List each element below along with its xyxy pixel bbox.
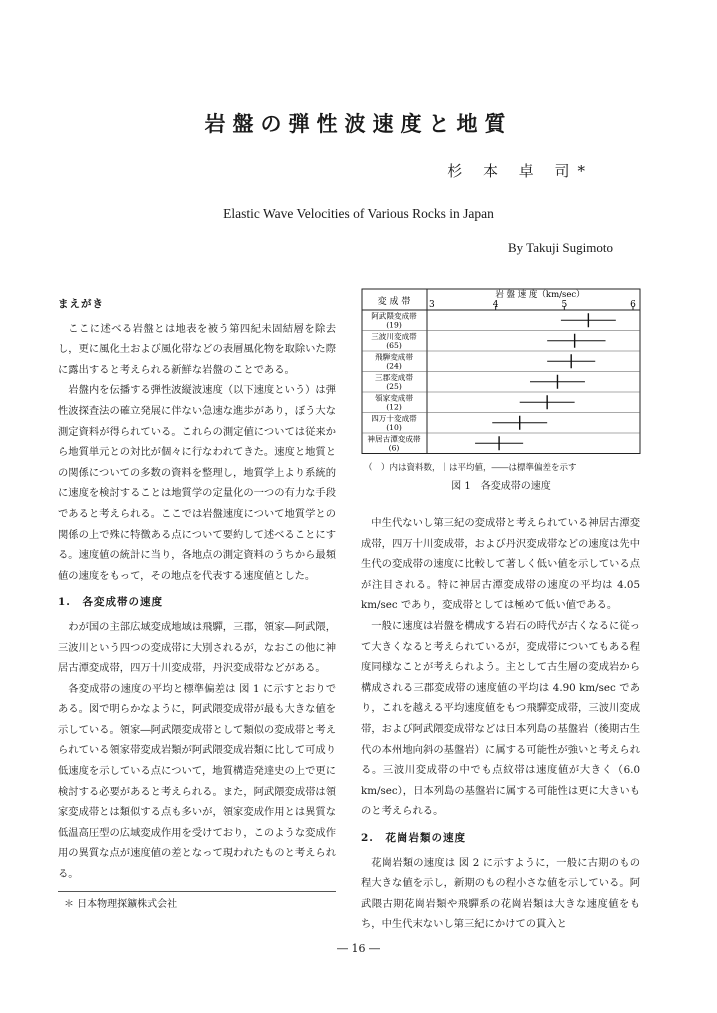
figure-legend: （ ）内は資料数，｜は平均値，――は標準偏差を示す xyxy=(364,463,577,473)
section-heading: 1. 各変成帯の速度 xyxy=(58,596,163,609)
paragraph: 一般に速度は岩盤を構成する岩石の時代が古くなるに従って大きくなると考えられているが，変成帯についてもある程度同様なことが考えられよう。主として古生層の変成岩から構成される三郡変成帯の速度値の平均は 4.90 km/sec であり，これを越える平均速度値をもつ飛驒変成帯，三波川変成帯，および阿武隈変成帯などは日本列島の基盤岩（後期古生代の本州地向斜の基盤岩）に属する可能性が強いと考えられる。三波川変成帯の中でも点紋帯は速度値が大きく（6.0 km/sec），日本列島の基盤岩に属する可能性は更に大きいものと考えられる。 xyxy=(361,619,640,818)
chart-tick-label: 4 xyxy=(492,300,499,310)
chart-tick-label: 5 xyxy=(561,300,568,310)
chart-row-label: 四万十変成帯 xyxy=(371,414,417,423)
chart-row-count: (25) xyxy=(386,382,402,391)
chart-row-label: 三波川変成帯 xyxy=(371,332,417,341)
figure-1 xyxy=(361,288,641,463)
right-column xyxy=(361,513,640,935)
chart-row-label: 三郡変成帯 xyxy=(375,373,413,382)
english-author: By Takuji Sugimoto xyxy=(507,240,613,255)
author-name: 杉 本 卓 司* xyxy=(447,162,593,180)
chart-row-label: 神居古潭変成帯 xyxy=(367,434,421,444)
footnote: ＊ 日本物理探鑛株式会社 xyxy=(64,899,178,910)
chart-row-count: (6) xyxy=(388,443,400,453)
paragraph: わが国の主部広域変成地域は飛驒，三郡，領家―阿武隈，三波川という四つの変成帯に大別されるが，なおこの他に神居古潭変成帯，四万十川変成帯，丹沢変成帯などがある。 xyxy=(58,620,337,675)
chart-row-label: 阿武隈変成帯 xyxy=(371,311,417,321)
paragraph: 各変成帯の速度の平均と標準偏差は 図 1 に示すとおりである。図で明らかなように，阿武隈変成帯が最も大きな値を示している。領家―阿武隈変成帯として類似の変成帯と考えられている領家帯変成岩類が阿武隈変成岩類に比して可成り低速度を示している点について，地質構造発達史の上で更に検討する必要があると考えられる。また，阿武隈変成帯は領家変成帯とは類似する点も多いが，領家変成作用とは異質な低温高圧型の広域変成作用を受けており，このような変成作用の異質な点が速度値の差となって現われたものと考えられる。 xyxy=(58,682,337,881)
paragraph: 花崗岩類の速度は 図 2 に示すように，一般に古期のもの程大きな値を示し，新期のもの程小さな値を示している。阿武隈古期花崗岩類や飛驒系の花崗岩類は大きな速度値をもち，中生代末ないし第三紀にかけての貫入と xyxy=(361,856,640,931)
figure-caption: 図 1 各変成帯の速度 xyxy=(451,481,551,492)
english-title: Elastic Wave Velocities of Various Rocks in Japan xyxy=(223,206,494,221)
section-heading: 2. 花崗岩類の速度 xyxy=(361,831,466,844)
chart-axis-title: 岩 盤 速 度（km/sec） xyxy=(495,290,585,300)
chart-tick-label: 6 xyxy=(630,300,636,310)
section-heading: まえがき xyxy=(58,298,104,310)
chart-header-left: 変 成 帯 xyxy=(377,297,411,307)
chart-row-label: 飛騨変成帯 xyxy=(375,352,413,362)
chart-row-count: (65) xyxy=(386,341,402,350)
paragraph: 岩盤内を伝播する弾性波縦波速度（以下速度という）は弾性波探査法の確立発展に伴ない急速な進歩があり，ぼう大な測定資料が得られている。これらの測定値については従来から地質単元との対比が個々に行なわれてきた。速度と地質との関係についての多数の資料を整理し，地質学上より系統的に速度を検討することは地質学の定量化の一つの有力な手段であると考えられる。ここでは岩盤速度について地質学との関係の上で殊に特徴ある点について要約して述べることにする。速度値の統計に当り，各地点の測定資料のうちから最頻値の速度をもって，その地点を代表する速度値とした。 xyxy=(58,384,337,582)
paragraph: 中生代ないし第三紀の変成帯と考えられている神居古潭変成帯，四万十川変成帯，および丹沢変成帯などの速度は先中生代の変成帯の速度に比較して著しく低い値を示している点が注目される。特に神居古潭変成帯の速度の平均は 4.05 km/sec であり，変成帯としては極めて低い値である。 xyxy=(361,517,640,612)
chart-tick-label: 3 xyxy=(429,300,435,310)
paragraph: ここに述べる岩盤とは地表を被う第四紀未固結層を除去し，更に風化土および風化帯などの表層風化物を取除いた際に露出すると考えられる新鮮な岩盤のことである。 xyxy=(58,322,337,376)
chart-row-label: 領家変成帯 xyxy=(375,393,413,403)
chart-row-count: (24) xyxy=(386,361,402,371)
chart-row-count: (19) xyxy=(386,320,402,330)
chart-row-count: (10) xyxy=(386,423,402,432)
paper-title: 岩盤の弾性波速度と地質 xyxy=(204,111,513,136)
chart-row-count: (12) xyxy=(386,402,402,412)
left-column xyxy=(58,294,336,885)
footnote-rule xyxy=(58,891,336,892)
page-number: ― 16 ― xyxy=(337,942,380,955)
